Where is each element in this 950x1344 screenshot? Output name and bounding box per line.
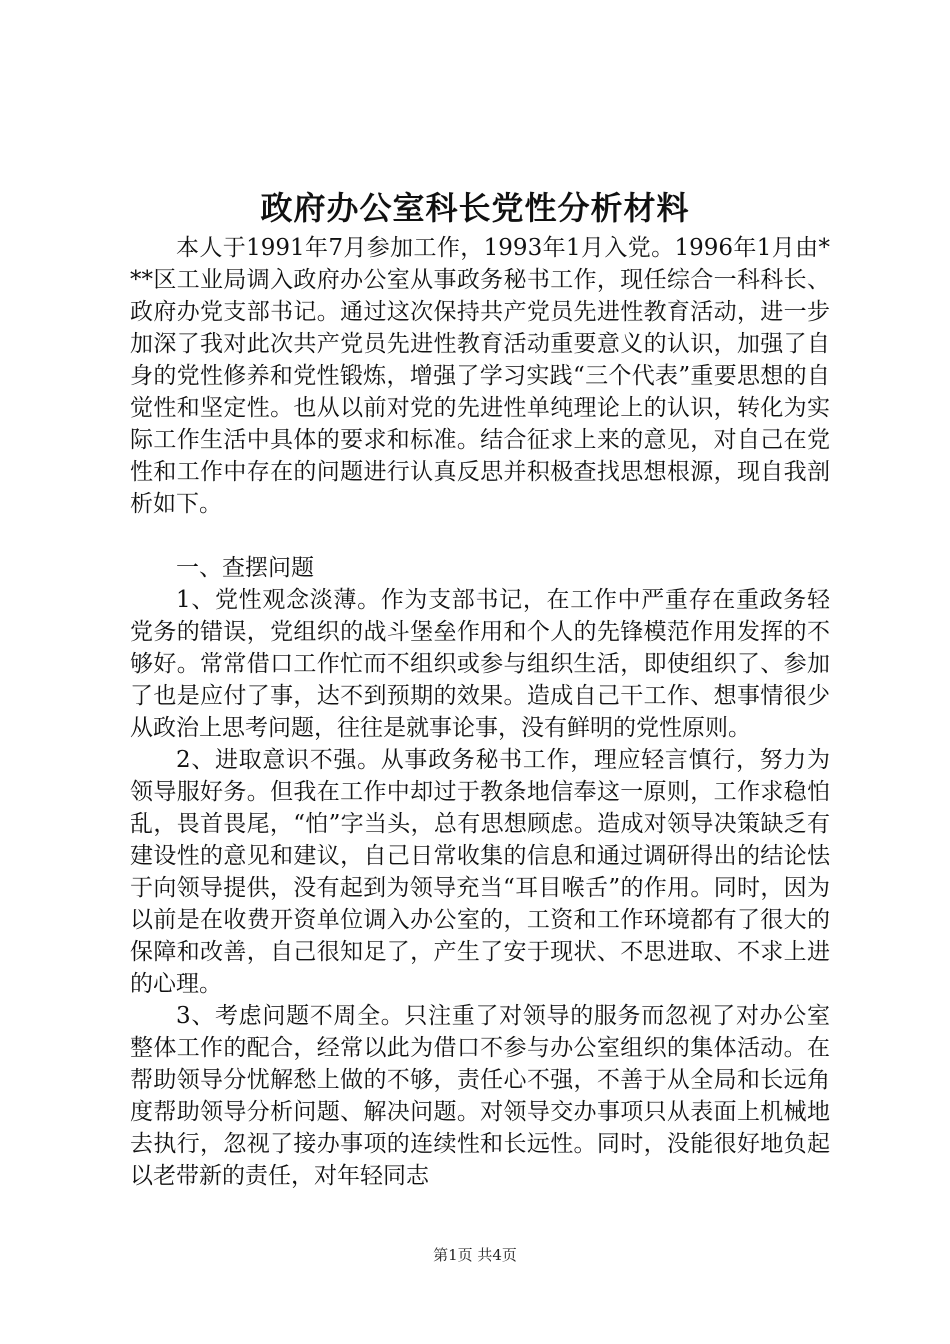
document-title: 政府办公室科长党性分析材料: [260, 189, 690, 227]
section-heading: 一、查摆问题: [176, 555, 314, 581]
page-total: 共4页: [477, 1246, 517, 1264]
document-body: [130, 232, 830, 1192]
intro-paragraph: 本人于1991年7月参加工作，1993年1月入党。1996年1月由***区工业局调入政府办公室从事政务秘书工作，现任综合一科科长、政府办党支部书记。通过这次保持共产党员先进性教育活动，进一步加深了我对此次共产党员先进性教育活动重要意义的认识，加强了自身的党性修养和党性锻炼，增强了学习实践“三个代表”重要思想的自觉性和坚定性。也从以前对党的先进性单纯理论上的认识，转化为实际工作生活中具体的要求和标准。结合征求上来的意见，对自己在党性和工作中存在的问题进行认真反思并积极查找思想根源，现自我剖析如下。: [130, 235, 830, 517]
paragraph-spacer: [130, 520, 830, 552]
problem-item-2: 2、进取意识不强。从事政务秘书工作，理应轻言慎行，努力为领导服好务。但我在工作中却过于教条地信奉这一原则，工作求稳怕乱，畏首畏尾，“怕”字当头，总有思想顾虑。造成对领导决策缺乏有建设性的意见和建议，自己日常收集的信息和通过调研得出的结论怯于向领导提供，没有起到为领导充当“耳目喉舌”的作用。同时，因为以前是在收费开资单位调入办公室的，工资和工作环境都有了很大的保障和改善，自己很知足了，产生了安于现状、不思进取、不求上进的心理。: [130, 747, 830, 997]
problem-item-3: 3、考虑问题不周全。只注重了对领导的服务而忽视了对办公室整体工作的配合，经常以此为借口不参与办公室组织的集体活动。在帮助领导分忧解愁上做的不够，责任心不强，不善于从全局和长远角度帮助领导分析问题、解决问题。对领导交办事项只从表面上机械地去执行，忽视了接办事项的连续性和长远性。同时，没能很好地负起以老带新的责任，对年轻同志: [130, 1003, 830, 1189]
page-footer: [0, 1244, 950, 1266]
problem-item-1: 1、党性观念淡薄。作为支部书记，在工作中严重存在重政务轻党务的错误，党组织的战斗堡垒作用和个人的先锋模范作用发挥的不够好。常常借口工作忙而不组织或参与组织生活，即使组织了、参加了也是应付了事，达不到预期的效果。造成自己干工作、想事情很少从政治上思考问题，往往是就事论事，没有鲜明的党性原则。: [130, 587, 830, 741]
page-number: 第1页: [433, 1246, 473, 1264]
